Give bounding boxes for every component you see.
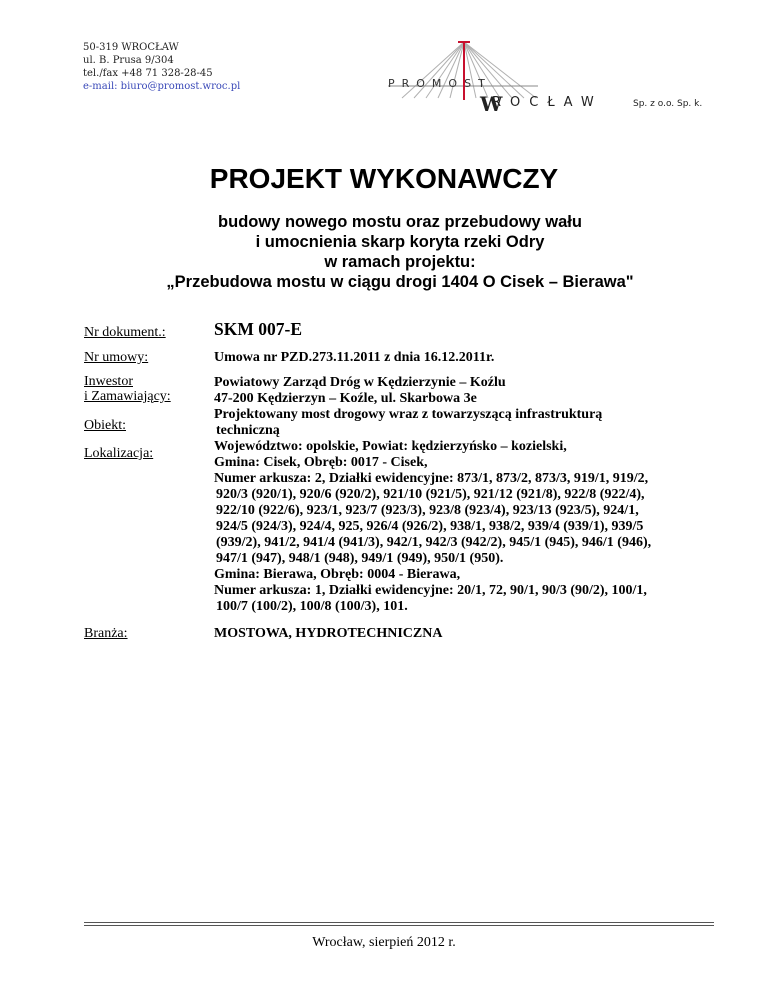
location-line: Gmina: Cisek, Obręb: 0017 - Cisek, — [214, 455, 428, 470]
address-line: tel./fax +48 71 328-28-45 — [83, 68, 213, 79]
investor-label-line: i Zamawiający: — [84, 389, 171, 404]
location-label: Lokalizacja: — [84, 446, 154, 461]
branch-label: Branża: — [84, 626, 128, 641]
investor-value-line: 47-200 Kędzierzyn – Koźle, ul. Skarbowa 3e — [214, 391, 477, 406]
object-value-line: techniczną — [216, 423, 280, 438]
object-label: Obiekt: — [84, 418, 126, 433]
location-line: Województwo: opolskie, Powiat: kędzierzyńsko – kozielski, — [214, 439, 567, 454]
location-line: Numer arkusza: 2, Działki ewidencyjne: 873/1, 873/2, 873/3, 919/1, 919/2, — [214, 471, 649, 486]
location-line: Gmina: Bierawa, Obręb: 0004 - Bierawa, — [214, 567, 461, 582]
location-line: 100/7 (100/2), 100/8 (100/3), 101. — [216, 599, 408, 614]
investor-value — [214, 375, 506, 407]
location-line: 922/10 (922/6), 923/1, 923/7 (923/3), 923/8 (923/4), 923/13 (923/5), 924/1, — [216, 503, 639, 518]
location-value — [214, 439, 651, 615]
document-title: PROJEKT WYKONAWCZY — [209, 163, 559, 194]
footer-divider — [84, 925, 714, 926]
object-value-line: Projektowany most drogowy wraz z towarzyszącą infrastrukturą — [214, 407, 603, 422]
logo-company-suffix: Sp. z o.o. Sp. k. — [633, 99, 703, 109]
company-address — [83, 41, 240, 93]
investor-value-line: Powiatowy Zarząd Dróg w Kędzierzynie – Koźlu — [214, 375, 506, 390]
logo-brand: PROMOST — [388, 77, 492, 90]
footer-place-date: Wrocław, sierpień 2012 r. — [312, 935, 456, 950]
contract-value: Umowa nr PZD.273.11.2011 z dnia 16.12.2011r. — [214, 350, 495, 365]
subtitle-line: budowy nowego mostu oraz przebudowy wału — [218, 213, 582, 231]
subtitle-line: i umocnienia skarp koryta rzeki Odry — [255, 233, 545, 251]
doc-number-label: Nr dokument.: — [84, 325, 166, 340]
address-line: ul. B. Prusa 9/304 — [83, 55, 174, 66]
location-line: 920/3 (920/1), 920/6 (920/2), 921/10 (921/5), 921/12 (921/8), 922/8 (922/4), — [216, 487, 645, 502]
location-line: 947/1 (947), 948/1 (948), 949/1 (949), 950/1 (950). — [216, 551, 504, 566]
location-line: 924/5 (924/3), 924/4, 925, 926/4 (926/2), 938/1, 938/2, 939/4 (939/1), 939/5 — [216, 519, 644, 534]
footer-divider — [84, 922, 714, 923]
investor-label-line: Inwestor — [84, 374, 133, 389]
email-line: e-mail: biuro@promost.wroc.pl — [83, 81, 241, 92]
doc-number-value: SKM 007-E — [214, 319, 302, 339]
logo-city: ROCŁAW — [492, 95, 603, 110]
investor-label — [84, 374, 171, 404]
subtitle-line: w ramach projektu: — [324, 253, 476, 271]
logo-initial: W — [480, 92, 503, 116]
location-line: (939/2), 941/2, 941/4 (941/3), 942/1, 942/3 (942/2), 945/1 (945), 946/1 (946), — [216, 535, 652, 550]
contract-label: Nr umowy: — [84, 350, 149, 365]
location-line: Numer arkusza: 1, Działki ewidencyjne: 20/1, 72, 90/1, 90/3 (90/2), 100/1, — [214, 583, 647, 598]
document-subtitle — [80, 212, 720, 292]
object-value — [214, 407, 602, 439]
branch-value: MOSTOWA, HYDROTECHNICZNA — [214, 626, 443, 641]
subtitle-line: „Przebudowa mostu w ciągu drogi 1404 O Cisek – Bierawa" — [166, 273, 634, 291]
address-line: 50-319 WROCŁAW — [83, 42, 179, 53]
